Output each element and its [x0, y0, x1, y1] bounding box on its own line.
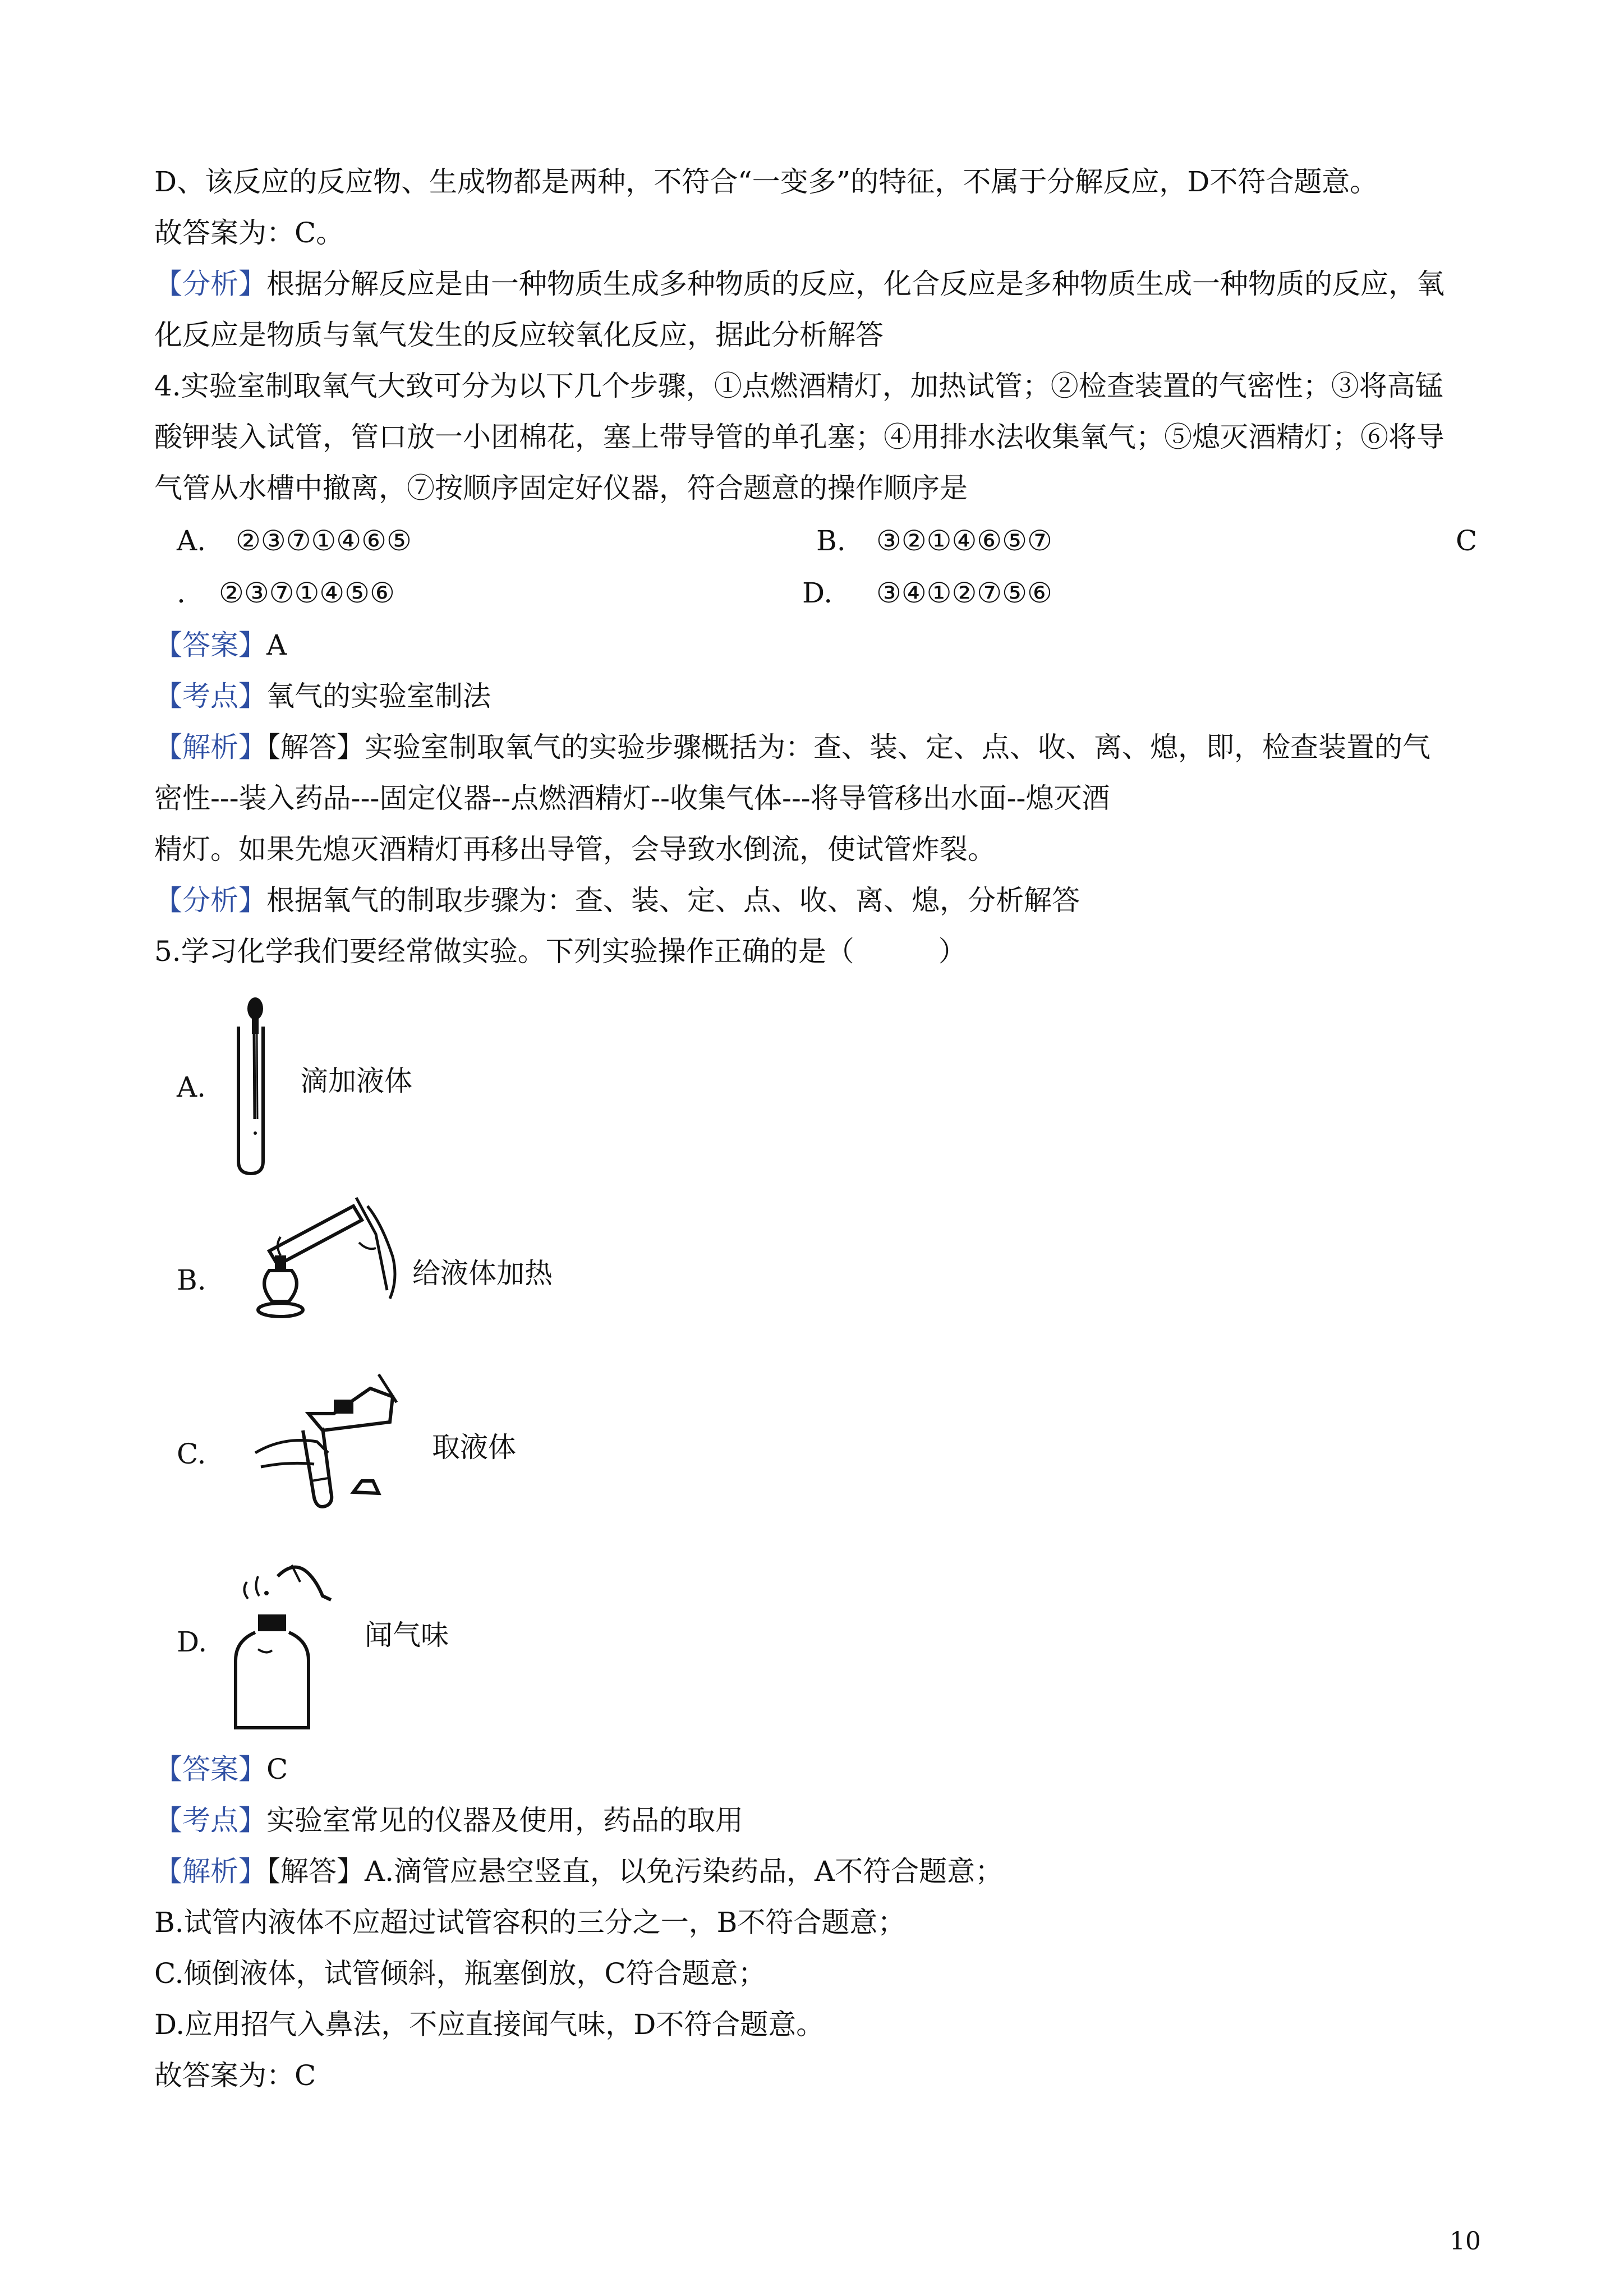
- answer-tag: 【答案】: [154, 629, 266, 661]
- text-line: 故答案为：C。: [154, 217, 344, 249]
- q5-option-c-caption: 取液体: [432, 1431, 516, 1464]
- knowledge-point-tag: 【考点】: [154, 1804, 266, 1837]
- option-a-text: ②③⑦①④⑥⑤: [236, 524, 412, 557]
- explanation-line: B.试管内液体不应超过试管容积的三分之一，B不符合题意；: [154, 1906, 906, 1939]
- question-4-stem-line: 气管从水槽中撤离，⑦按顺序固定好仪器，符合题意的操作顺序是: [154, 472, 968, 504]
- answer-tag: 【答案】: [154, 1753, 266, 1786]
- analysis-tag: 【分析】: [154, 268, 266, 300]
- analysis-tag: 【分析】: [154, 884, 266, 917]
- explanation-line: 密性---装入药品---固定仪器--点燃酒精灯--收集气体---将导管移出水面--熄灭酒: [154, 782, 1110, 815]
- page-number: 10: [1450, 2227, 1481, 2256]
- q5-option-c-letter: C.: [177, 1438, 206, 1470]
- option-d-letter: D.: [802, 577, 833, 609]
- q5-option-b-letter: B.: [177, 1264, 206, 1296]
- answer-text: A: [266, 629, 287, 661]
- analysis-line: [154, 882, 1080, 918]
- answer-line: [154, 627, 287, 663]
- explanation-line: [154, 1853, 1003, 1889]
- heating-liquid-figure: [247, 1189, 404, 1329]
- q5-option-b-caption: 给液体加热: [412, 1257, 553, 1290]
- text-line: 化反应是物质与氧气发生的反应较氧化反应，据此分析解答: [154, 319, 884, 351]
- option-b-letter: B.: [816, 524, 846, 557]
- knowledge-point-text: 实验室常见的仪器及使用，药品的取用: [266, 1804, 743, 1837]
- knowledge-point-line: [154, 678, 491, 714]
- dropper-test-tube-figure: [227, 993, 289, 1178]
- option-a-letter: A.: [177, 524, 206, 557]
- explanation-tag: 【解析】: [154, 1855, 266, 1888]
- pouring-liquid-figure: [250, 1369, 407, 1515]
- question-5-stem: 5.学习化学我们要经常做实验。下列实验操作正确的是（ ）: [154, 935, 967, 968]
- q5-option-d-letter: D.: [177, 1626, 208, 1658]
- answer-line: [154, 1751, 288, 1787]
- answer-text: C: [266, 1753, 288, 1786]
- q5-option-a-letter: A.: [177, 1071, 206, 1103]
- final-answer-line: 故答案为：C: [154, 2059, 316, 2092]
- knowledge-point-tag: 【考点】: [154, 680, 266, 712]
- explanation-line: [154, 729, 1430, 765]
- analysis-text: 根据分解反应是由一种物质生成多种物质的反应，化合反应是多种物质生成一种物质的反应，氧: [266, 268, 1444, 300]
- option-c-text: ②③⑦①④⑤⑥: [219, 577, 395, 609]
- smelling-gas-figure: [224, 1548, 348, 1739]
- analysis-line: [154, 266, 1444, 302]
- q5-option-d-caption: 闻气味: [365, 1619, 449, 1651]
- q5-option-a-caption: 滴加液体: [300, 1065, 412, 1097]
- explanation-line: C.倾倒液体，试管倾斜，瓶塞倒放，C符合题意；: [154, 1957, 766, 1990]
- knowledge-point-text: 氧气的实验室制法: [266, 680, 491, 712]
- question-4-stem-line: 4.实验室制取氧气大致可分为以下几个步骤，①点燃酒精灯，加热试管；②检查装置的气密性；③将高锰: [154, 370, 1443, 402]
- option-d-text: ③④①②⑦⑤⑥: [876, 577, 1052, 609]
- analysis-text: 根据氧气的制取步骤为：查、装、定、点、收、离、熄，分析解答: [266, 884, 1080, 917]
- explanation-tag: 【解析】: [154, 731, 266, 763]
- option-c-letter: C: [1456, 524, 1478, 557]
- knowledge-point-line: [154, 1802, 743, 1838]
- question-4-stem-line: 酸钾装入试管，管口放一小团棉花，塞上带导管的单孔塞；④用排水法收集氧气；⑤熄灭酒精灯；⑥将导: [154, 421, 1444, 453]
- text-line: D、该反应的反应物、生成物都是两种，不符合“一变多”的特征，不属于分解反应，D不符合题意。: [154, 165, 1378, 198]
- option-b-text: ③②①④⑥⑤⑦: [876, 524, 1052, 557]
- option-c-dot: .: [177, 577, 186, 609]
- explanation-text: 【解答】A.滴管应悬空竖直，以免污染药品，A不符合题意；: [266, 1855, 1004, 1888]
- explanation-text: 【解答】实验室制取氧气的实验步骤概括为：查、装、定、点、收、离、熄，即，检查装置的气: [266, 731, 1430, 763]
- explanation-line: D.应用招气入鼻法，不应直接闻气味，D不符合题意。: [154, 2008, 825, 2041]
- explanation-line: 精灯。如果先熄灭酒精灯再移出导管，会导致水倒流，使试管炸裂。: [154, 833, 996, 866]
